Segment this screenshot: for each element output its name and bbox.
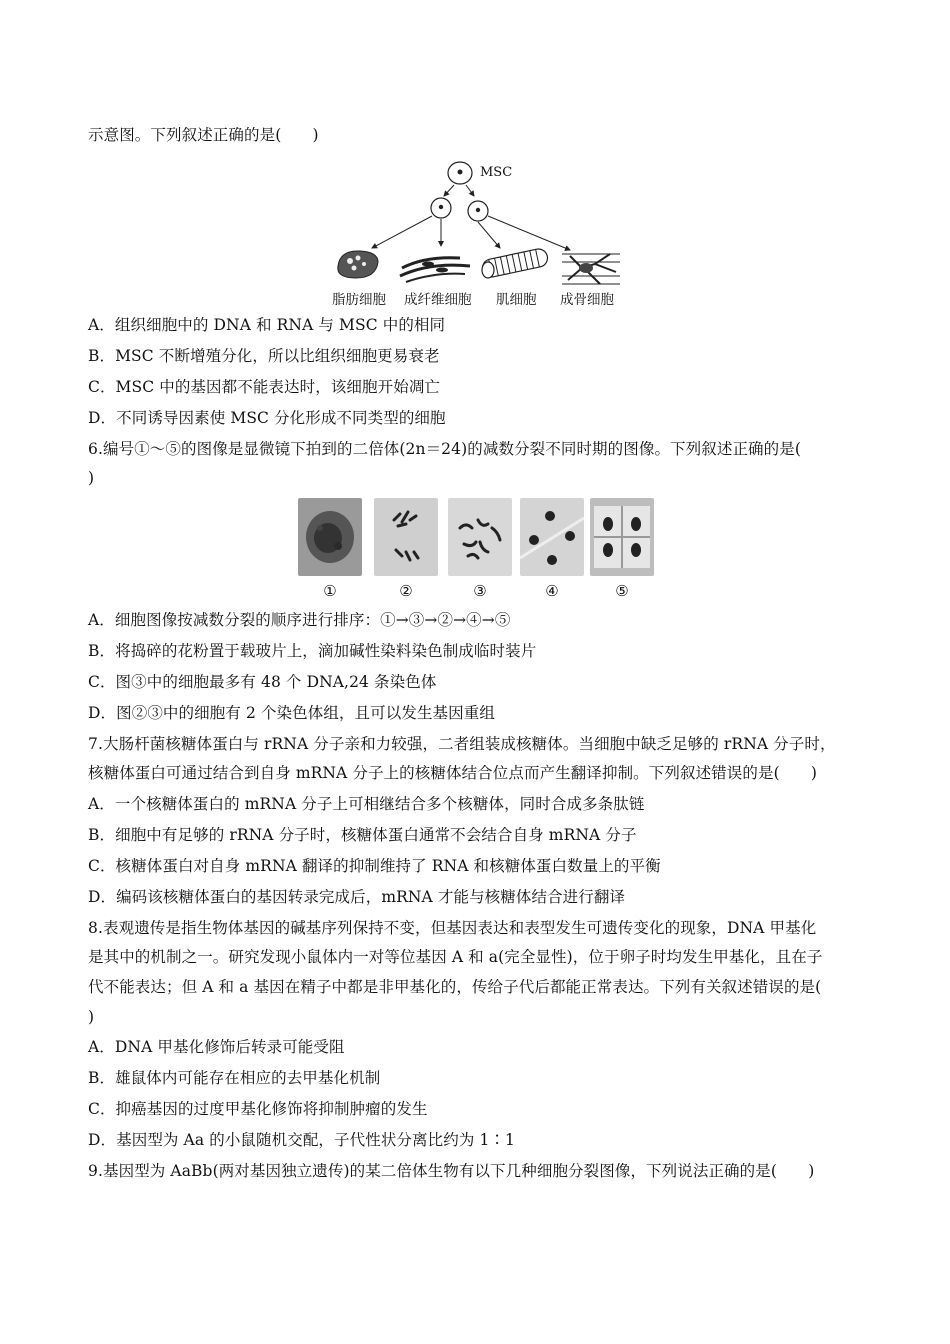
question-8-stem-end: ) — [88, 1008, 95, 1026]
fat-cell-label: 脂肪细胞 — [332, 292, 386, 308]
micrograph-number-4: ④ — [545, 582, 559, 600]
micrograph-2 — [374, 498, 438, 576]
option-a: A．一个核糖体蛋白的 mRNA 分子上可相继结合多个核糖体，同时合成多条肽链 — [88, 795, 645, 813]
question-7-stem-cont: 核糖体蛋白可通过结合到自身 mRNA 分子上的核糖体结合位点而产生翻译抑制。下列叙述错误的是( ) — [88, 764, 818, 782]
question-8-stem: 8.表观遗传是指生物体基因的碱基序列保持不变，但基因表达和表型发生可遗传变化的现象，DNA 甲基化 — [88, 919, 817, 937]
question-6-stem: 6.编号①～⑤的图像是显微镜下拍到的二倍体(2n＝24)的减数分裂不同时期的图像。下列叙述正确的是( — [88, 440, 801, 458]
option-d: D．编码该核糖体蛋白的基因转录完成后，mRNA 才能与核糖体结合进行翻译 — [88, 888, 626, 906]
micrograph-5 — [590, 498, 654, 576]
micrograph-number-5: ⑤ — [615, 582, 629, 600]
option-d: D．图②③中的细胞有 2 个染色体组，且可以发生基因重组 — [88, 704, 495, 722]
micrograph-1 — [298, 498, 362, 576]
option-b: B．MSC 不断增殖分化，所以比组织细胞更易衰老 — [88, 347, 440, 365]
muscle-cell-label: 肌细胞 — [496, 292, 537, 308]
question-7-stem: 7.大肠杆菌核糖体蛋白与 rRNA 分子亲和力较强，二者组装成核糖体。当细胞中缺乏足够的 rRNA 分子时， — [88, 735, 836, 753]
question-9-stem: 9.基因型为 AaBb(两对基因独立遗传)的某二倍体生物有以下几种细胞分裂图像，下列说法正确的是( ) — [88, 1162, 815, 1180]
option-c: C．抑癌基因的过度甲基化修饰将抑制肿瘤的发生 — [88, 1100, 428, 1118]
option-a: A．组织细胞中的 DNA 和 RNA 与 MSC 中的相同 — [88, 316, 446, 334]
fibroblast-label: 成纤维细胞 — [404, 292, 472, 308]
micrograph-3 — [448, 498, 512, 576]
option-c: C．图③中的细胞最多有 48 个 DNA,24 条染色体 — [88, 673, 437, 691]
option-d: D．不同诱导因素使 MSC 分化形成不同类型的细胞 — [88, 409, 446, 427]
option-b: B．雄鼠体内可能存在相应的去甲基化机制 — [88, 1069, 381, 1087]
msc-label: MSC — [480, 165, 513, 180]
text-line: 示意图。下列叙述正确的是( ) — [88, 126, 319, 144]
micrograph-number-1: ① — [323, 582, 337, 600]
osteocyte-label: 成骨细胞 — [560, 292, 614, 308]
micrograph-number-2: ② — [399, 582, 413, 600]
option-d: D．基因型为 Aa 的小鼠随机交配，子代性状分离比约为 1∶1 — [88, 1131, 515, 1149]
option-a: A．DNA 甲基化修饰后转录可能受阻 — [88, 1038, 345, 1056]
micrograph-number-3: ③ — [473, 582, 487, 600]
question-8-stem-cont: 代不能表达；但 A 和 a 基因在精子中都是非甲基化的，传给子代后都能正常表达。下列有关叙述错误的是( — [88, 978, 822, 996]
micrograph-4 — [520, 498, 584, 576]
msc-differentiation-figure — [320, 158, 630, 306]
question-8-stem-cont: 是其中的机制之一。研究发现小鼠体内一对等位基因 A 和 a(完全显性)，位于卵子时均发生甲基化，且在子 — [88, 948, 823, 966]
option-c: C．MSC 中的基因都不能表达时，该细胞开始凋亡 — [88, 378, 441, 396]
option-b: B．细胞中有足够的 rRNA 分子时，核糖体蛋白通常不会结合自身 mRNA 分子 — [88, 826, 637, 844]
option-a: A．细胞图像按减数分裂的顺序进行排序：①→③→②→④→⑤ — [88, 611, 511, 629]
question-6-stem-end: ) — [88, 469, 95, 487]
option-c: C．核糖体蛋白对自身 mRNA 翻译的抑制维持了 RNA 和核糖体蛋白数量上的平衡 — [88, 857, 661, 875]
meiosis-micrographs — [298, 498, 658, 602]
msc-diagram-drawing — [320, 158, 630, 306]
option-b: B．将捣碎的花粉置于载玻片上，滴加碱性染料染色制成临时装片 — [88, 642, 537, 660]
